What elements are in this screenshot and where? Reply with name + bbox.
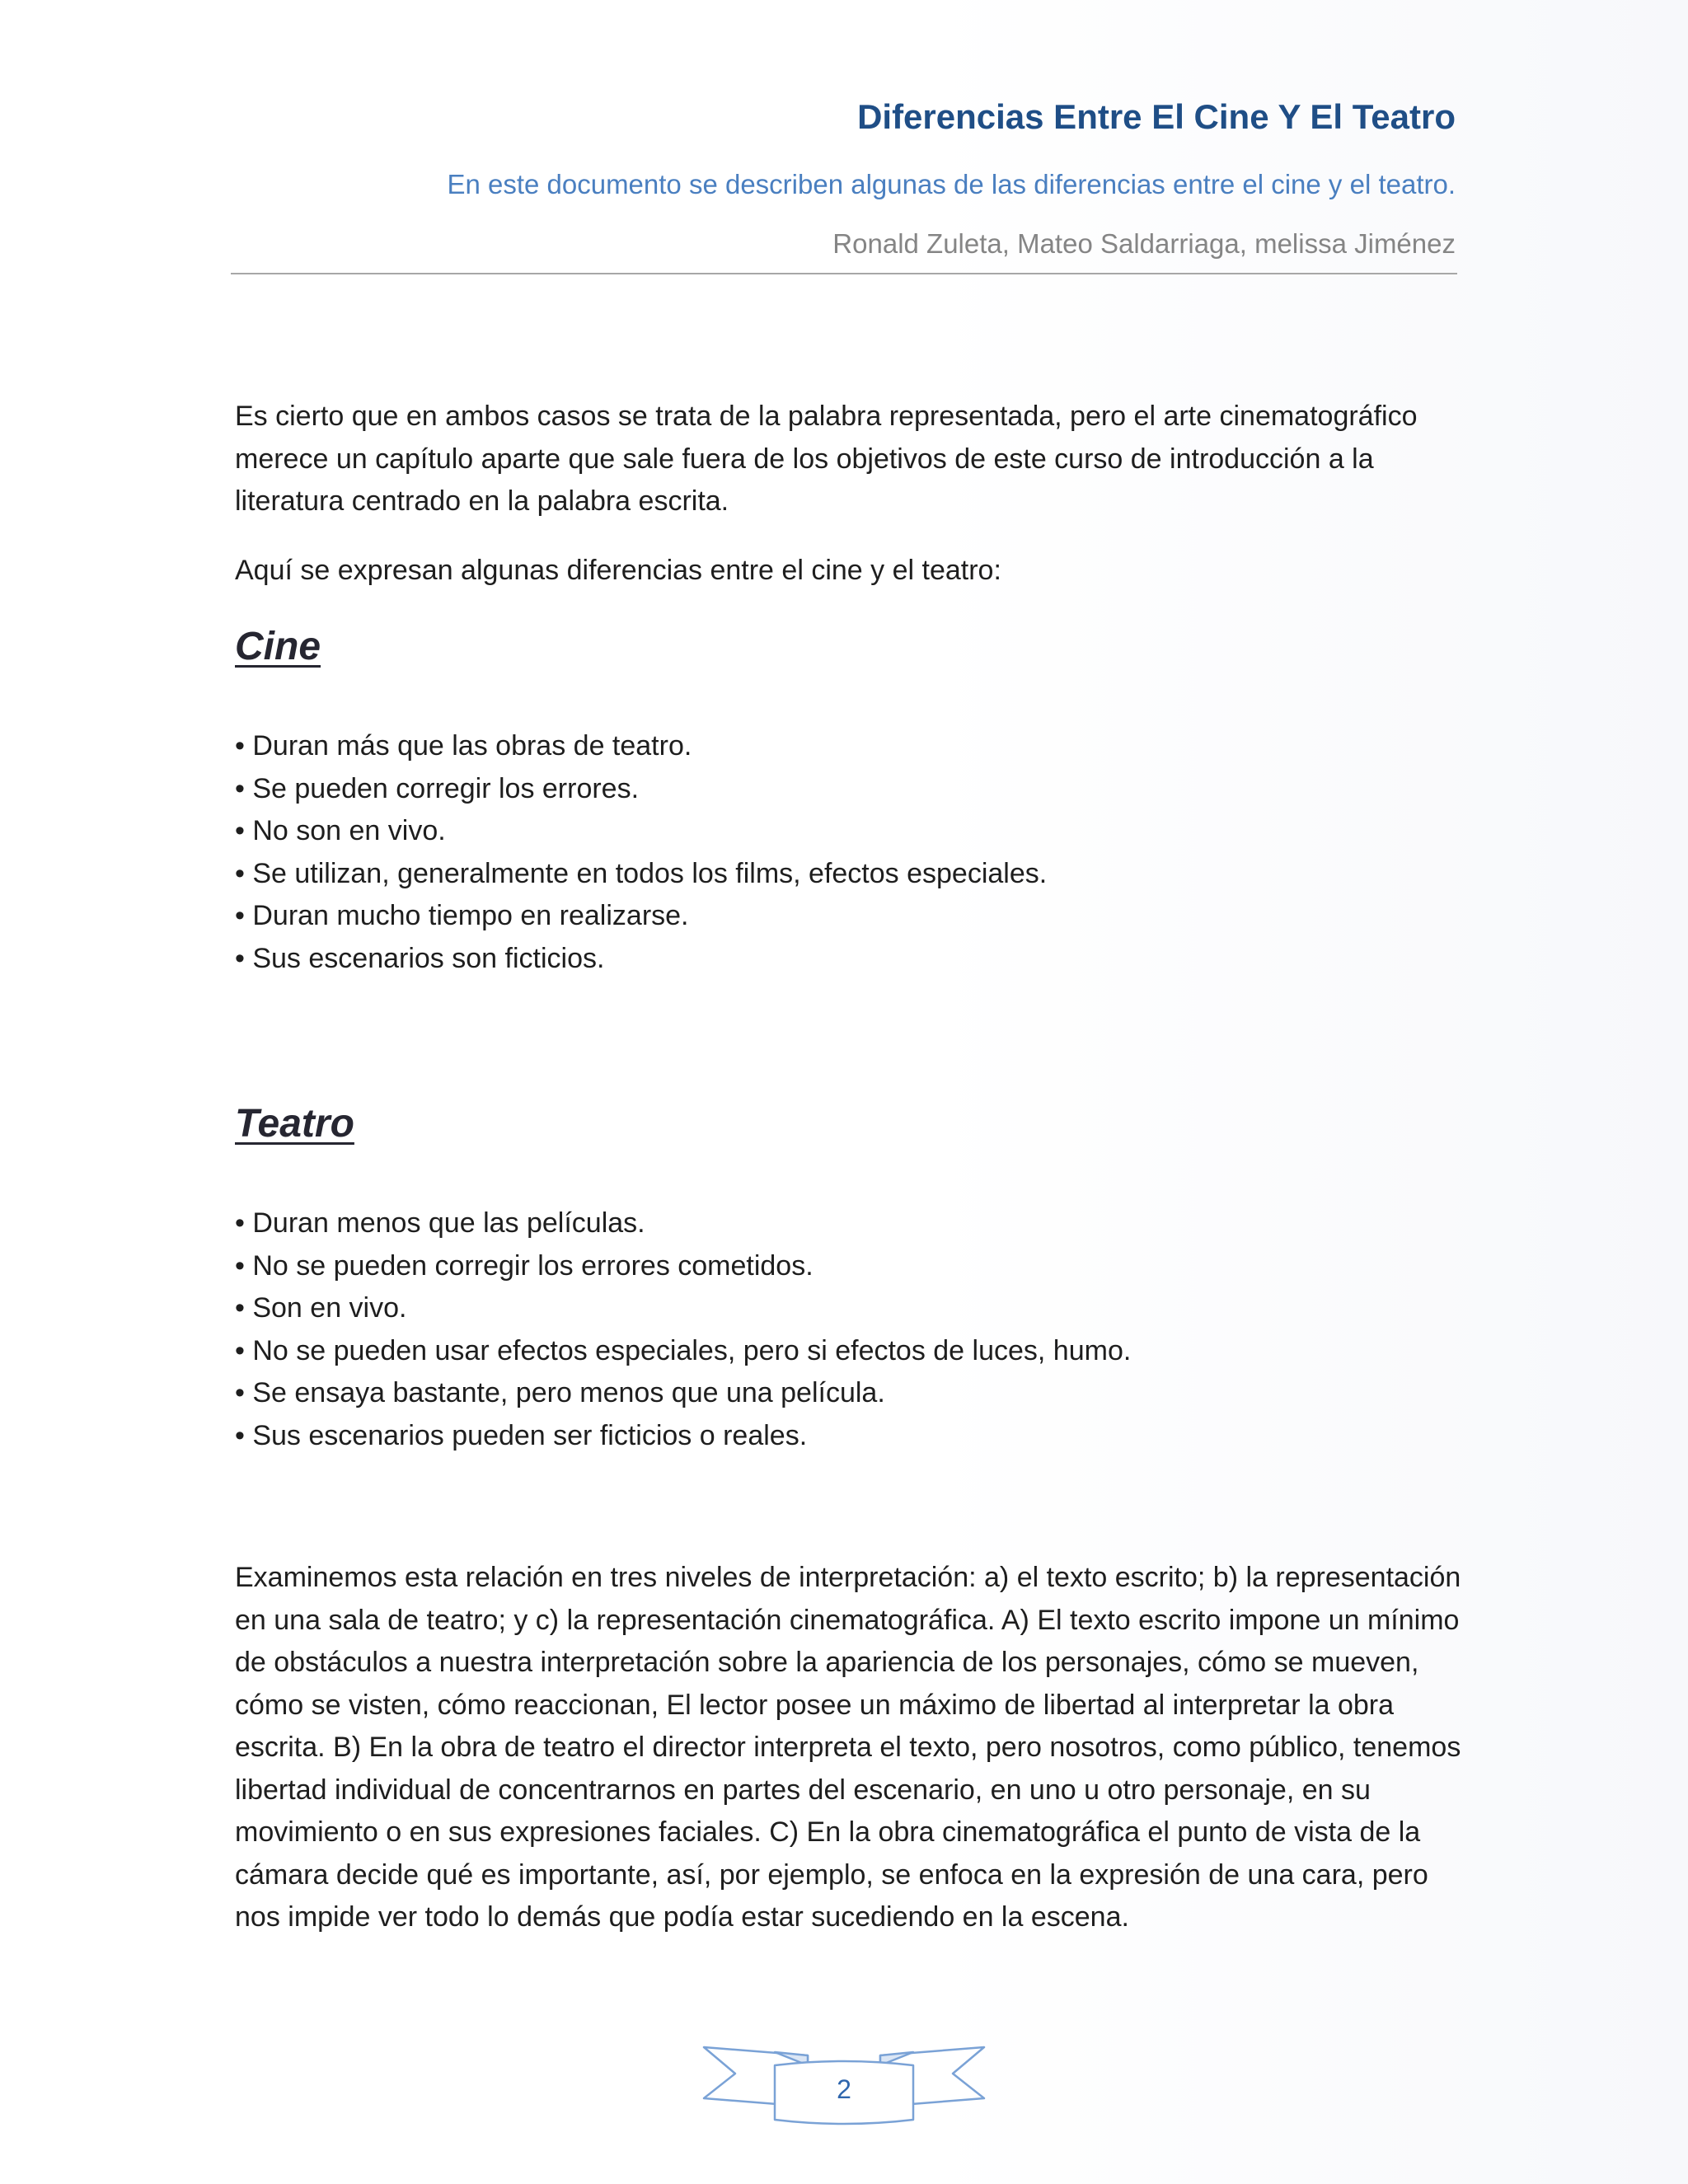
list-item: • Sus escenarios pueden ser ficticios o reales. [235,1419,808,1451]
conclusion-paragraph: Examinemos esta relación en tres niveles de interpretación: a) el texto escrito; b) la representación en una sala de teatro; y c) la representación cinematográfica. A) El texto escrito impone un mínimo de obstáculos a nuestra interpretación sobre la apariencia de los personajes, cómo se mueven, cómo se visten, cómo reaccionan, El lector posee un máximo de libertad al interpretar la obra escrita. B) En la obra de teatro el director interpreta el texto, pero nosotros, como público, tenemos libertad individual de concentrarnos en partes del escenario, en uno u otro personaje, en su movimiento o en sus expresiones faciales. C) En la obra cinematográfica el punto de vista de la cámara decide qué es importante, así, por ejemplo, se enfoca en la expresión de una cara, pero nos impide ver todo lo demás que podía estar sucediendo en la escena. [235,1562,1461,1933]
page-number: 2 [837,2074,851,2104]
list-item: • Duran menos que las películas. [235,1207,645,1239]
list-item: • No se pueden usar efectos especiales, pero si efectos de luces, humo. [235,1334,1132,1366]
header-divider [231,273,1457,274]
document-title: Diferencias Entre El Cine Y El Teatro [857,97,1456,136]
intro-paragraph: Es cierto que en ambos casos se trata de la palabra representada, pero el arte cinematográfico merece un capítulo aparte que sale fuera de los objetivos de este curso de introducción a la literatura centrado en la palabra escrita. [235,401,1418,517]
section-heading-cine: Cine [235,625,321,668]
list-item: • Duran mucho tiempo en realizarse. [235,900,689,931]
intro-lead: Aquí se expresan algunas diferencias entre el cine y el teatro: [235,555,1001,586]
list-item: • Se utilizan, generalmente en todos los films, efectos especiales. [235,857,1048,889]
document-subtitle: En este documento se describen algunas de las diferencias entre el cine y el teatro. [447,169,1456,199]
list-item: • Son en vivo. [235,1292,407,1324]
list-item: • No se pueden corregir los errores cometidos. [235,1249,814,1282]
list-item: • Se ensaya bastante, pero menos que una película. [235,1377,885,1408]
section-heading-teatro: Teatro [235,1102,354,1146]
list-item: • Se pueden corregir los errores. [235,772,640,804]
document-authors: Ronald Zuleta, Mateo Saldarriaga, melissa Jiménez [832,228,1456,259]
list-item: • No son en vivo. [235,815,446,846]
cine-list [235,725,1471,980]
teatro-list [235,1202,1471,1457]
list-item: • Duran más que las obras de teatro. [235,730,692,762]
list-item: • Sus escenarios son ficticios. [235,942,605,974]
